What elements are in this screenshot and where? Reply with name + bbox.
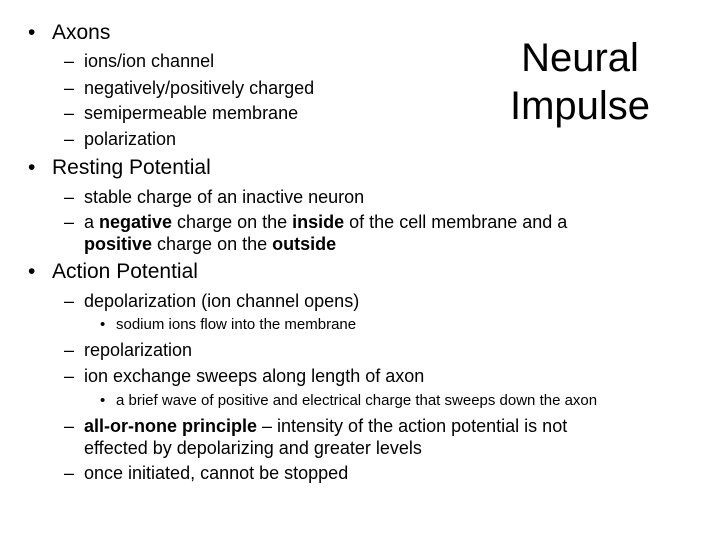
dash-glyph: –	[64, 212, 75, 232]
text-run: of the cell membrane and a	[344, 212, 568, 232]
subitem-text: sodium ions flow into the membrane	[116, 316, 357, 333]
bullet-glyph: •	[100, 392, 106, 409]
action-item-text	[84, 415, 664, 459]
text-run: charge on the	[152, 234, 273, 254]
subitem-text: a brief wave of positive and electrical charge that sweeps down the axon	[116, 392, 598, 409]
emphasis-inside: inside	[292, 212, 345, 232]
resting-item-text	[84, 211, 664, 255]
text-run: – intensity of the action potential is not	[257, 416, 568, 436]
emphasis-negative: negative	[99, 212, 173, 232]
dash-glyph: –	[64, 366, 75, 386]
dash-glyph: –	[64, 51, 75, 71]
dash-glyph: –	[64, 187, 75, 207]
bullet-glyph: •	[28, 260, 36, 283]
dash-glyph: –	[64, 103, 75, 123]
dash-glyph: –	[64, 416, 75, 436]
title-line-2: Impulse	[509, 84, 651, 128]
emphasis-positive: positive	[84, 234, 153, 254]
axons-item-text: ions/ion channel	[84, 51, 215, 71]
title-line-1: Neural	[521, 36, 639, 80]
axons-item-text: negatively/positively charged	[84, 78, 315, 98]
heading-resting-potential: Resting Potential	[52, 156, 211, 179]
action-item-text: depolarization (ion channel opens)	[84, 291, 360, 311]
action-item-text: repolarization	[84, 340, 193, 360]
text-run: charge on the	[172, 212, 293, 232]
emphasis-outside: outside	[272, 234, 337, 254]
heading-axons: Axons	[52, 21, 111, 44]
dash-glyph: –	[64, 129, 75, 149]
action-item-text: ion exchange sweeps along length of axon	[84, 366, 425, 386]
emphasis-all-or-none: all-or-none principle	[84, 416, 258, 436]
dash-glyph: –	[64, 340, 75, 360]
bullet-glyph: •	[28, 156, 36, 179]
dash-glyph: –	[64, 291, 75, 311]
axons-item-text: polarization	[84, 129, 177, 149]
action-item-text: once initiated, cannot be stopped	[84, 463, 349, 483]
dash-glyph: –	[64, 78, 75, 98]
resting-item-text: stable charge of an inactive neuron	[84, 187, 365, 207]
text-run: a	[84, 212, 100, 232]
heading-action-potential: Action Potential	[52, 260, 198, 283]
bullet-glyph: •	[28, 21, 36, 44]
axons-item-text: semipermeable membrane	[84, 103, 299, 123]
bullet-glyph: •	[100, 316, 106, 333]
text-run: effected by depolarizing and greater levels	[84, 438, 422, 458]
dash-glyph: –	[64, 463, 75, 483]
